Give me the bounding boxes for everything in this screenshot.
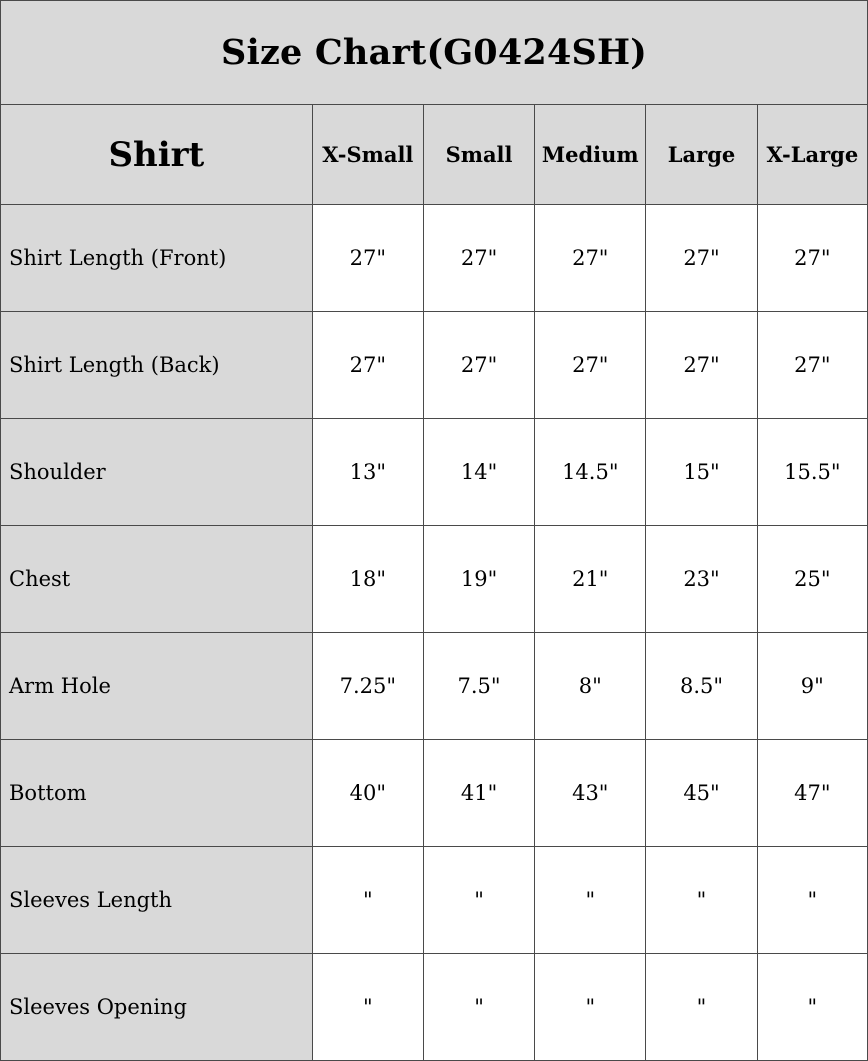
table-row — [1, 633, 868, 740]
cell-value: 14.5" — [535, 419, 646, 526]
cell-value: " — [312, 847, 423, 954]
header-size-x-large: X-Large — [757, 105, 867, 205]
cell-value: " — [757, 847, 867, 954]
cell-value: 15.5" — [757, 419, 867, 526]
cell-value: 9" — [757, 633, 867, 740]
table-row — [1, 205, 868, 312]
cell-value: 27" — [646, 205, 757, 312]
cell-value: 25" — [757, 526, 867, 633]
table-row — [1, 740, 868, 847]
cell-value: 13" — [312, 419, 423, 526]
cell-value: 47" — [757, 740, 867, 847]
header-size-x-small: X-Small — [312, 105, 423, 205]
cell-value: 27" — [535, 205, 646, 312]
cell-value: 27" — [646, 312, 757, 419]
cell-value: 7.25" — [312, 633, 423, 740]
cell-value: 23" — [646, 526, 757, 633]
cell-value: 41" — [423, 740, 534, 847]
cell-value: " — [535, 847, 646, 954]
cell-value: 27" — [423, 312, 534, 419]
cell-value: 19" — [423, 526, 534, 633]
cell-value: " — [757, 954, 867, 1061]
title-row — [1, 1, 868, 105]
cell-value: 15" — [646, 419, 757, 526]
cell-value: 8.5" — [646, 633, 757, 740]
header-size-large: Large — [646, 105, 757, 205]
row-label: Sleeves Opening — [1, 954, 313, 1061]
row-label: Chest — [1, 526, 313, 633]
row-label: Shirt Length (Back) — [1, 312, 313, 419]
header-category-label: Shirt — [1, 105, 313, 205]
cell-value: " — [423, 954, 534, 1061]
cell-value: " — [646, 847, 757, 954]
cell-value: 43" — [535, 740, 646, 847]
header-size-small: Small — [423, 105, 534, 205]
cell-value: 27" — [312, 205, 423, 312]
row-label: Arm Hole — [1, 633, 313, 740]
cell-value: 27" — [757, 205, 867, 312]
table-row — [1, 847, 868, 954]
cell-value: 21" — [535, 526, 646, 633]
table-row — [1, 954, 868, 1061]
cell-value: 18" — [312, 526, 423, 633]
header-row — [1, 105, 868, 205]
cell-value: 8" — [535, 633, 646, 740]
cell-value: " — [646, 954, 757, 1061]
row-label: Shirt Length (Front) — [1, 205, 313, 312]
row-label: Shoulder — [1, 419, 313, 526]
cell-value: 27" — [312, 312, 423, 419]
header-size-medium: Medium — [535, 105, 646, 205]
cell-value: 40" — [312, 740, 423, 847]
cell-value: " — [312, 954, 423, 1061]
page-title: Size Chart(G0424SH) — [1, 1, 868, 105]
row-label: Bottom — [1, 740, 313, 847]
cell-value: 14" — [423, 419, 534, 526]
cell-value: 27" — [423, 205, 534, 312]
cell-value: 27" — [535, 312, 646, 419]
table-row — [1, 419, 868, 526]
cell-value: 27" — [757, 312, 867, 419]
cell-value: 7.5" — [423, 633, 534, 740]
row-label: Sleeves Length — [1, 847, 313, 954]
table-row — [1, 526, 868, 633]
cell-value: 45" — [646, 740, 757, 847]
table-row — [1, 312, 868, 419]
cell-value: " — [535, 954, 646, 1061]
cell-value: " — [423, 847, 534, 954]
